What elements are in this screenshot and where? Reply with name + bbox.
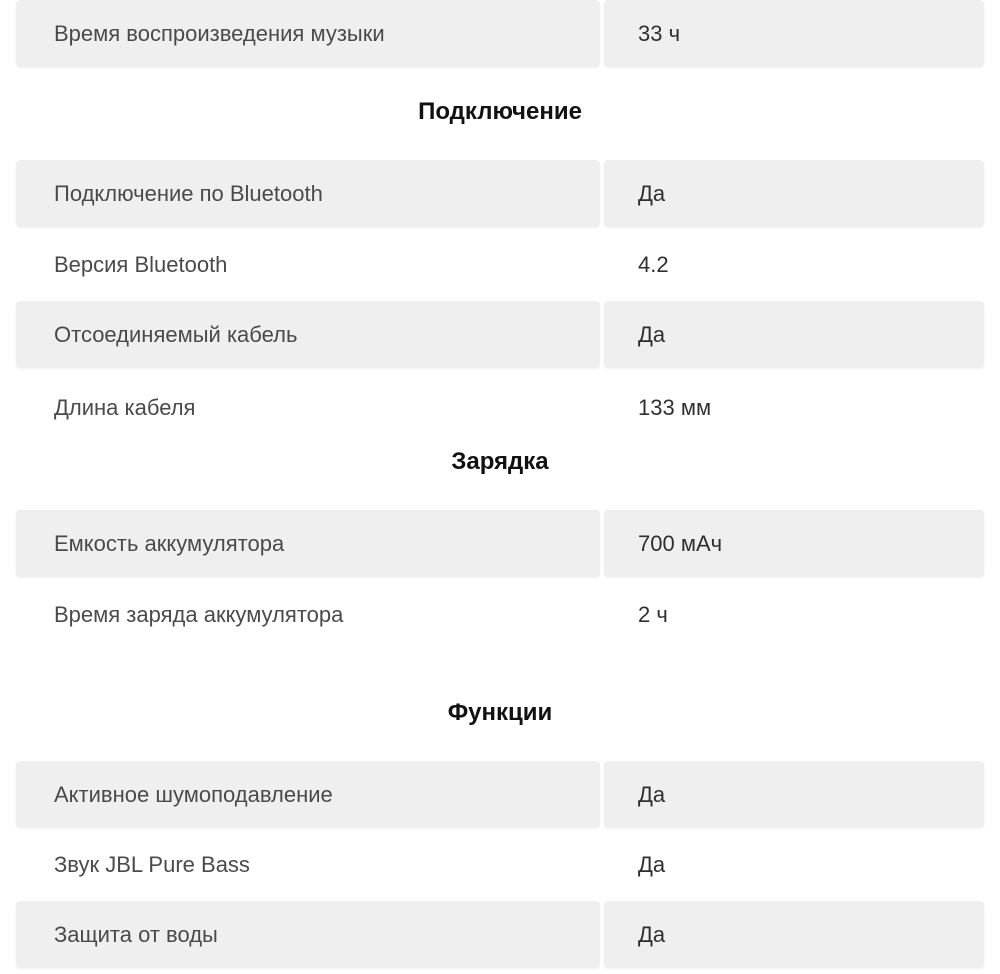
spec-label: Звук JBL Pure Bass	[54, 851, 250, 877]
spec-value: Да	[604, 301, 984, 368]
spec-row	[16, 0, 984, 67]
spec-row	[16, 301, 984, 368]
spec-label: Отсоединяемый кабель	[16, 301, 600, 368]
spec-value: 4.2	[638, 251, 669, 277]
spec-label: Время заряда аккумулятора	[54, 601, 344, 627]
spec-value: Да	[604, 160, 984, 227]
spec-row	[16, 581, 984, 648]
spec-value: Да	[604, 901, 984, 968]
spec-label: Время воспроизведения музыки	[16, 0, 600, 67]
spec-label: Подключение по Bluetooth	[16, 160, 600, 227]
spec-row	[16, 374, 984, 441]
section-title-features: Функции	[447, 699, 553, 726]
spec-value: 33 ч	[604, 0, 984, 67]
spec-row	[16, 831, 984, 898]
section-title-connection: Подключение	[418, 98, 582, 125]
spec-row	[16, 231, 984, 298]
spec-label: Активное шумоподавление	[16, 761, 600, 828]
spec-row	[16, 160, 984, 227]
spec-value: 700 мАч	[604, 510, 984, 577]
spec-value: Да	[638, 851, 666, 877]
spec-value: 133 мм	[638, 394, 712, 420]
spec-row	[16, 510, 984, 577]
spec-label: Версия Bluetooth	[54, 251, 228, 277]
spec-value: 2 ч	[638, 601, 668, 627]
spec-label: Длина кабеля	[54, 394, 196, 420]
spec-row	[16, 901, 984, 968]
spec-label: Защита от воды	[16, 901, 600, 968]
section-title-charging: Зарядка	[451, 448, 549, 475]
spec-label: Емкость аккумулятора	[16, 510, 600, 577]
spec-value: Да	[604, 761, 984, 828]
spec-row	[16, 761, 984, 828]
